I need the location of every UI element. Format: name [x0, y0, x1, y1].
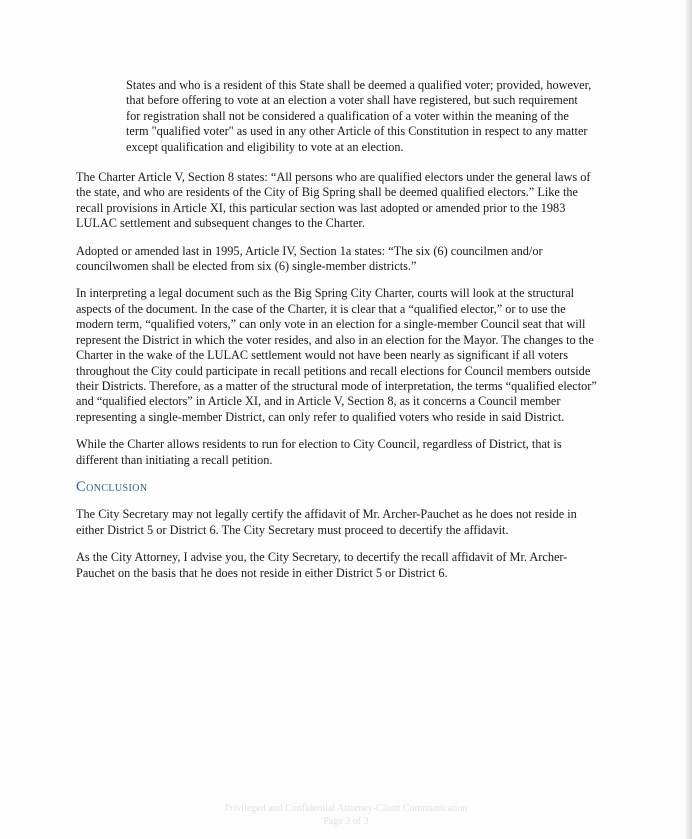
page-edge-shadow [686, 0, 692, 839]
constitution-quote: States and who is a resident of this State shall be deemed a qualified voter; provided, however, that before offering to vote at an election a voter shall have registered, but such requirement for registration shall not be considered a qualification of a voter within the meaning of the term "qualified voter" as used in any other Article of this Constitution in respect to any matter except qualification and eligibility to vote at an election. [126, 78, 592, 154]
document-body [76, 78, 601, 593]
charter-article-v-paragraph: The Charter Article V, Section 8 states: “All persons who are qualified electors under the general laws of the state, and who are residents of the City of Big Spring shall be deemed qualified electors.” Like the recall provisions in Article XI, this particular section was last adopted or amended prior to the 1983 LULAC settlement and subsequent changes to the Charter. [76, 170, 591, 231]
article-iv-paragraph: Adopted or amended last in 1995, Article IV, Section 1a states: “The six (6) councilmen and/or councilwomen shall be elected from six (6) single-member districts.” [76, 243, 543, 274]
conclusion-paragraph-1: The City Secretary may not legally certify the affidavit of Mr. Archer-Pauchet as he does not reside in either District 5 or District 6. The City Secretary must proceed to decertify the affidavit. [76, 507, 577, 537]
conclusion-paragraph-2: As the City Attorney, I advise you, the City Secretary, to decertify the recall affidavit of Mr. Archer-Pauchet on the basis that he does not reside in either District 5 or District 6. [76, 550, 568, 580]
residents-paragraph: While the Charter allows residents to run for election to City Council, regardless of District, that is different than initiating a recall petition. [76, 437, 562, 467]
interpretation-paragraph: In interpreting a legal document such as the Big Spring City Charter, courts will look at the structural aspects of the document. In the case of the Charter, it is clear that a “qualified elector,” or to use the modern term, “qualified voters,” can only vote in an election for a single-member Council seat that will represent the District in which the voter resides, and also in an election for the Mayor. The changes to the Charter in the wake of the LULAC settlement would not have been nearly as significant if all voters throughout the City could participate in recall petitions and recall elections for Council members outside their Districts. Therefore, as a matter of the structural mode of interpretation, the terms “qualified elector” and “qualified electors” in Article XI, and in Article V, Section 8, as it concerns a Council member representing a single-member District, can only refer to qualified voters who reside in said District. [76, 286, 597, 424]
conclusion-heading: Conclusion [76, 478, 148, 495]
footer-confidentiality: Privileged and Confidential Attorney-Client Communication [224, 803, 468, 814]
footer-page-number: Page 3 of 3 [323, 816, 369, 827]
